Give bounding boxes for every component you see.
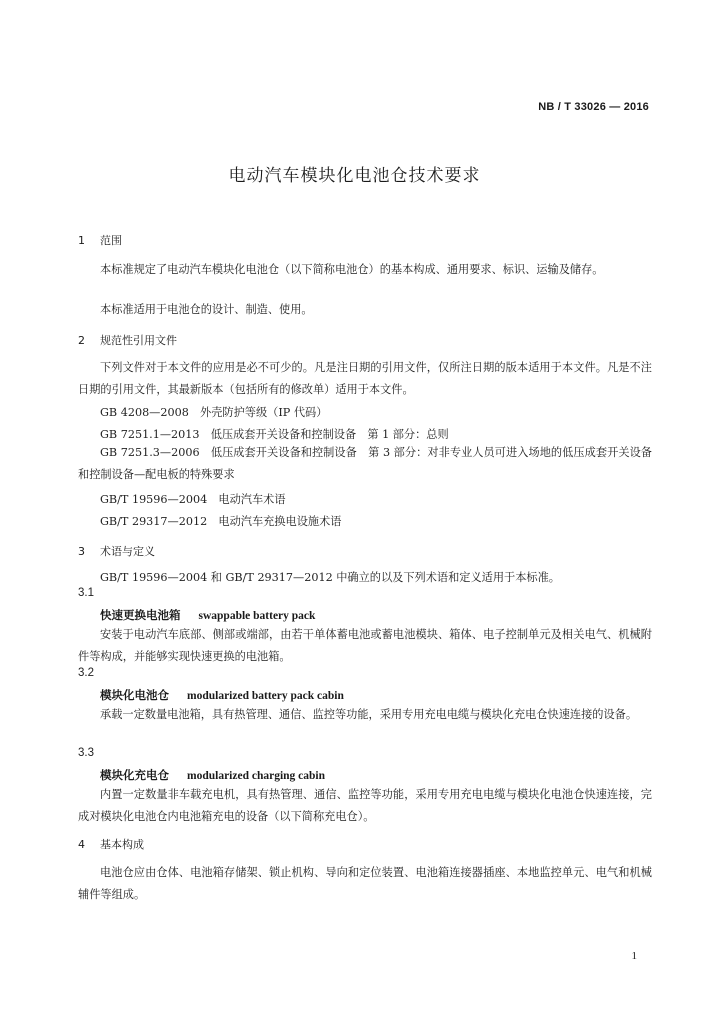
standard-code: NB / T 33026 — 2016 <box>538 101 649 113</box>
section-title: 规范性引用文件 <box>100 334 177 347</box>
document-title: 电动汽车模块化电池仓技术要求 <box>228 166 481 186</box>
term-english: swappable battery pack <box>198 610 316 622</box>
section-2-paragraph-1: 下列文件对于本文件的应用是必不可少的。凡是注日期的引用文件，仅所注日期的版本适用于本文件。凡是不注日期的引用文件，其最新版本（包括所有的修改单）适用于本文件。 <box>78 361 652 396</box>
section-3-intro: GB/T 19596—2004 和 GB/T 29317—2012 中确立的以及下列术语和定义适用于本标准。 <box>100 571 560 584</box>
section-1-paragraph-1: 本标准规定了电动汽车模块化电池仓（以下简称电池仓）的基本构成、通用要求、标识、运输及储存。 <box>100 263 604 276</box>
term-english: modularized battery pack cabin <box>187 690 344 702</box>
section-title: 基本构成 <box>100 838 144 851</box>
page-number: 1 <box>631 950 637 962</box>
section-3-heading <box>78 543 155 559</box>
reference-item: GB 7251.3—2006 低压成套开关设备和控制设备 第 3 部分：对非专业人员可进入场地的低压成套开关设备和控制设备—配电板的特殊要求 <box>78 446 652 481</box>
term-heading <box>100 767 325 783</box>
term-number: 3.3 <box>78 747 94 759</box>
term-definition: 承载一定数量电池箱，具有热管理、通信、监控等功能，采用专用充电电缆与模块化充电仓快速连接的设备。 <box>100 708 638 721</box>
section-title: 术语与定义 <box>100 545 155 558</box>
term-number: 3.1 <box>78 587 94 599</box>
term-number: 3.2 <box>78 667 94 679</box>
section-number: 1 <box>78 234 85 247</box>
section-number: 2 <box>78 334 85 347</box>
section-number: 3 <box>78 545 85 558</box>
section-4-heading <box>78 836 144 852</box>
term-heading <box>100 687 344 703</box>
reference-item: GB 4208—2008 外壳防护等级（IP 代码） <box>100 406 328 419</box>
section-number: 4 <box>78 838 85 851</box>
term-definition: 安装于电动汽车底部、侧部或端部，由若干单体蓄电池或蓄电池模块、箱体、电子控制单元及相关电气、机械附件等构成，并能够实现快速更换的电池箱。 <box>78 628 652 663</box>
section-2-heading <box>78 332 177 348</box>
section-1-heading <box>78 232 122 248</box>
reference-item: GB/T 19596—2004 电动汽车术语 <box>100 493 286 506</box>
reference-item: GB 7251.1—2013 低压成套开关设备和控制设备 第 1 部分：总则 <box>100 428 449 441</box>
reference-item: GB/T 29317—2012 电动汽车充换电设施术语 <box>100 515 342 528</box>
term-chinese: 模块化充电仓 <box>100 768 169 782</box>
term-chinese: 快速更换电池箱 <box>100 608 181 622</box>
term-definition: 内置一定数量非车载充电机，具有热管理、通信、监控等功能，采用专用充电电缆与模块化电池仓快速连接，完成对模块化电池仓内电池箱充电的设备（以下简称充电仓）。 <box>78 788 652 823</box>
term-chinese: 模块化电池仓 <box>100 688 169 702</box>
section-1-paragraph-2: 本标准适用于电池仓的设计、制造、使用。 <box>100 303 313 316</box>
section-title: 范围 <box>100 234 122 247</box>
term-heading <box>100 607 315 623</box>
section-4-paragraph-1: 电池仓应由仓体、电池箱存储架、锁止机构、导向和定位装置、电池箱连接器插座、本地监控单元、电气和机械辅件等组成。 <box>78 866 652 901</box>
term-english: modularized charging cabin <box>187 770 326 782</box>
